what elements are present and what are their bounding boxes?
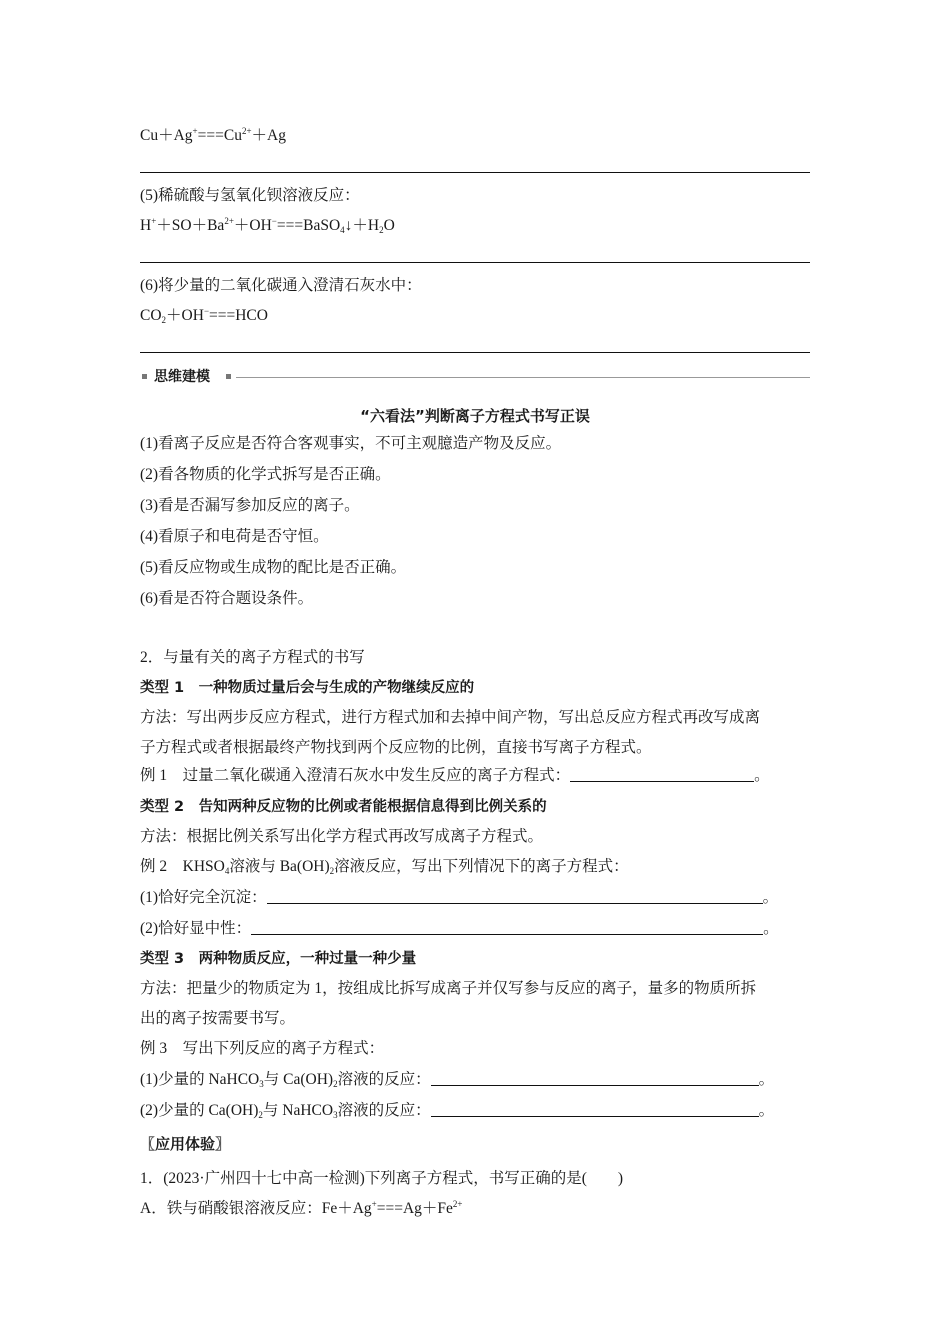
- rule-item: (2)看各物质的化学式拆写是否正确。: [140, 466, 391, 483]
- example-2-q2: (2)恰好显中性： 。: [140, 920, 779, 937]
- method1-line1: 方法：写出两步反应方程式，进行方程式加和去掉中间产物，写出总反应方程式再改写成离: [140, 709, 761, 726]
- section-divider: [236, 377, 810, 378]
- method2: 方法：根据比例关系写出化学方程式再改写成离子方程式。: [140, 828, 544, 845]
- answer-rule: [140, 262, 810, 263]
- example-3-q2: (2)少量的 $Ca(OH)_2$与 NaHCO$_3$溶液的反应： 。: [140, 1102, 775, 1120]
- type3-heading: 类型 3 两种物质反应，一种过量一种少量: [140, 951, 417, 967]
- rule-item: (1)看离子反应是否符合客观事实，不可主观臆造产物及反应。: [140, 435, 562, 452]
- type2-heading: 类型 2 告知两种反应物的比例或者能根据信息得到比例关系的: [140, 799, 547, 815]
- answer-rule: [140, 352, 810, 353]
- answer-blank[interactable]: [251, 919, 763, 935]
- apply-heading: 〖应用体验〗: [140, 1135, 231, 1153]
- section-label: 思维建模: [154, 369, 210, 385]
- equation-line-6: $CO_2+OH^-===HCO$: [140, 306, 268, 325]
- equation-line-5: $H^++SO+Ba^{2+}+OH^-===BaSO_4↓+H_2O$: [140, 216, 395, 235]
- part2-heading: 2．与量有关的离子方程式的书写: [140, 649, 365, 666]
- option-a: A．铁与硝酸银溶液反应：$Fe+Ag^+===Ag+Fe^{2+}$: [140, 1199, 463, 1217]
- section-title: “六看法”判断离子方程式书写正误: [360, 407, 590, 425]
- example-3-q1: (1)少量的 NaHCO$_3$与 $Ca(OH)_2$溶液的反应： 。: [140, 1071, 775, 1089]
- example-2-q1: (1)恰好完全沉淀： 。: [140, 889, 779, 906]
- example-3: 例 3 写出下列反应的离子方程式：: [140, 1040, 385, 1057]
- question-5: (5)稀硫酸与氢氧化钡溶液反应：: [140, 187, 360, 204]
- rule-item: (6)看是否符合题设条件。: [140, 590, 314, 607]
- method3-line2: 出的离子按需要书写。: [140, 1010, 296, 1027]
- square-bullet-icon: [226, 374, 231, 379]
- method3-line1: 方法：把量少的物质定为 1，按组成比拆写成离子并仅写参与反应的离子，量多的物质所拆: [140, 980, 757, 997]
- bracket-right-icon: 〗: [215, 1135, 231, 1153]
- rule-item: (3)看是否漏写参加反应的离子。: [140, 497, 360, 514]
- example-1: 例 1 过量二氧化碳通入澄清石灰水中发生反应的离子方程式： 。: [140, 767, 770, 784]
- section-header: [140, 366, 810, 388]
- bracket-left-icon: 〖: [140, 1135, 156, 1153]
- answer-blank[interactable]: [431, 1070, 759, 1086]
- apply-question-1: 1．(2023·广州四十七中高一检测)下列离子方程式，书写正确的是( ): [140, 1170, 624, 1187]
- equation-line-4: $Cu+Ag^+===Cu^{2+}+Ag$: [140, 126, 286, 144]
- square-bullet-icon: [142, 374, 147, 379]
- question-6: (6)将少量的二氧化碳通入澄清石灰水中：: [140, 277, 422, 294]
- answer-blank[interactable]: [431, 1101, 759, 1117]
- method1-line2: 子方程式或者根据最终产物找到两个反应物的比例，直接书写离子方程式。: [140, 739, 652, 756]
- answer-blank[interactable]: [267, 888, 763, 904]
- rule-item: (4)看原子和电荷是否守恒。: [140, 528, 329, 545]
- type1-heading: 类型 1 一种物质过量后会与生成的产物继续反应的: [140, 680, 475, 696]
- answer-rule: [140, 172, 810, 173]
- rule-item: (5)看反应物或生成物的配比是否正确。: [140, 559, 407, 576]
- answer-blank[interactable]: [570, 766, 754, 782]
- example-2: 例 2 $KHSO_4$溶液与 $Ba(OH)_2$溶液反应，写出下列情况下的离子方程式：: [140, 858, 629, 876]
